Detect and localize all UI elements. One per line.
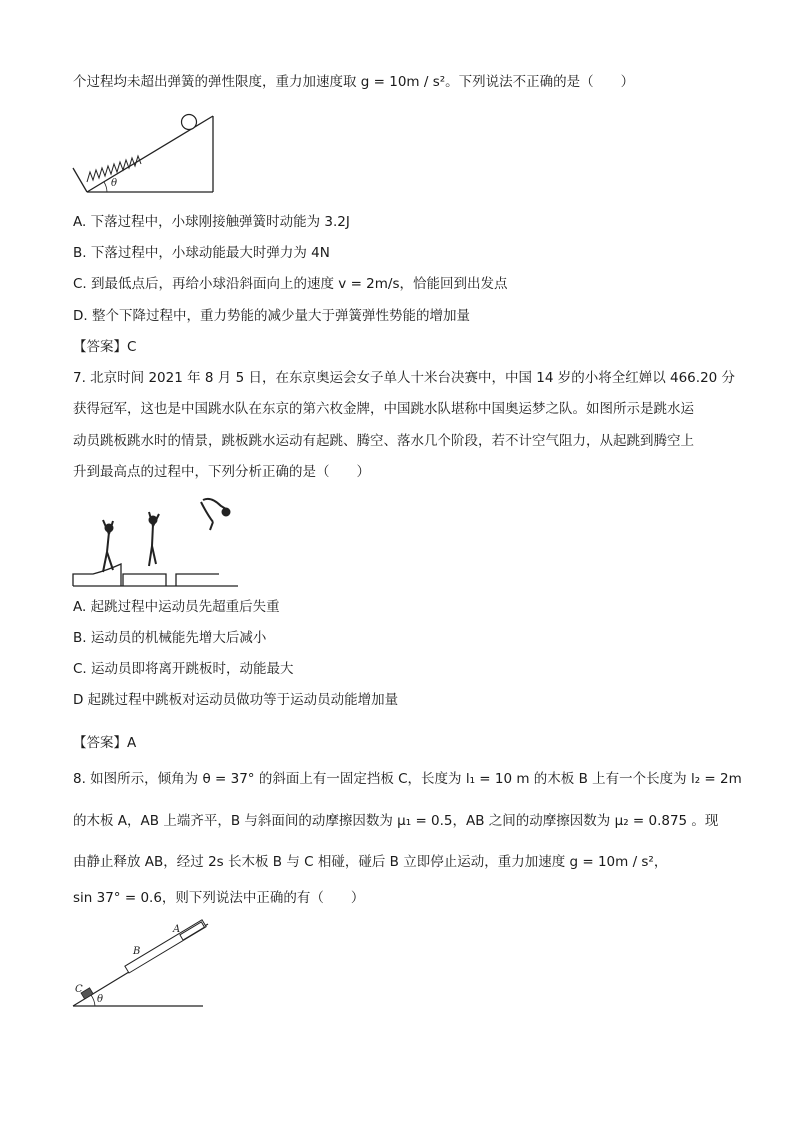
q7-line-4: 升到最高点的过程中，下列分析正确的是（ ） bbox=[73, 464, 370, 480]
stopper-c-shape bbox=[81, 988, 93, 999]
answer-label: 【答案】 bbox=[73, 735, 127, 751]
q6-option-b: B. 下落过程中，小球动能最大时弹力为 4N bbox=[73, 245, 330, 261]
q7-line-3: 动员跳板跳水时的情景，跳板跳水运动有起跳、腾空、落水几个阶段，若不计空气阻力，从起跳到腾空上 bbox=[73, 433, 694, 449]
q7-option-a: A. 起跳过程中运动员先超重后失重 bbox=[73, 599, 280, 615]
q7-line-2: 获得冠军，这也是中国跳水队在东京的第六枚金牌，中国跳水队堪称中国奥运梦之队。如图所示是跳水运 bbox=[73, 401, 694, 417]
ball-shape bbox=[182, 115, 197, 130]
answer-value: C bbox=[127, 339, 137, 355]
q8-line-2: 的木板 A，AB 上端齐平，B 与斜面间的动摩擦因数为 μ₁ = 0.5，AB 之间的动摩擦因数为 μ₂ = 0.875 。现 bbox=[73, 813, 719, 829]
q7-option-b: B. 运动员的机械能先增大后减小 bbox=[73, 630, 267, 646]
label-a: A bbox=[173, 924, 181, 935]
q7-option-c: C. 运动员即将离开跳板时，动能最大 bbox=[73, 661, 294, 677]
diver-silhouette-2 bbox=[149, 512, 159, 566]
q8-line-4: sin 37° = 0.6，则下列说法中正确的有（ ） bbox=[73, 890, 365, 906]
diving-figure bbox=[73, 494, 238, 589]
label-b: B bbox=[133, 946, 141, 957]
q6-option-c: C. 到最低点后，再给小球沿斜面向上的速度 v = 2m/s，恰能回到出发点 bbox=[73, 276, 508, 292]
label-c: C bbox=[75, 984, 83, 995]
answer-value: A bbox=[127, 735, 137, 751]
incline-spring-figure bbox=[73, 112, 218, 194]
q6-intro-line: 个过程均未超出弹簧的弹性限度，重力加速度取 g = 10m / s²。下列说法不正确的是（ ） bbox=[73, 74, 635, 90]
diver-silhouette-3 bbox=[201, 499, 230, 530]
q8-line-1: 8. 如图所示，倾角为 θ = 37° 的斜面上有一固定挡板 C，长度为 l₁ = 10 m 的木板 B 上有一个长度为 l₂ = 2m bbox=[73, 771, 742, 787]
angle-label: θ bbox=[97, 994, 104, 1005]
incline-boards-figure bbox=[73, 920, 208, 1010]
q6-option-d: D. 整个下降过程中，重力势能的减少量大于弹簧弹性势能的增加量 bbox=[73, 308, 470, 324]
diver-silhouette-1 bbox=[103, 520, 113, 572]
angle-label: θ bbox=[111, 178, 118, 189]
q6-answer bbox=[73, 337, 136, 357]
q6-option-a: A. 下落过程中，小球刚接触弹簧时动能为 3.2J bbox=[73, 214, 350, 230]
q8-line-3: 由静止释放 AB，经过 2s 长木板 B 与 C 相碰，碰后 B 立即停止运动，重力加速度 g = 10m / s²， bbox=[73, 854, 668, 870]
q7-line-1: 7. 北京时间 2021 年 8 月 5 日，在东京奥运会女子单人十米台决赛中，中国 14 岁的小将全红婵以 466.20 分 bbox=[73, 370, 736, 386]
answer-label: 【答案】 bbox=[73, 339, 127, 355]
q7-option-d: D 起跳过程中跳板对运动员做功等于运动员动能增加量 bbox=[73, 692, 399, 708]
q7-answer bbox=[73, 733, 136, 753]
